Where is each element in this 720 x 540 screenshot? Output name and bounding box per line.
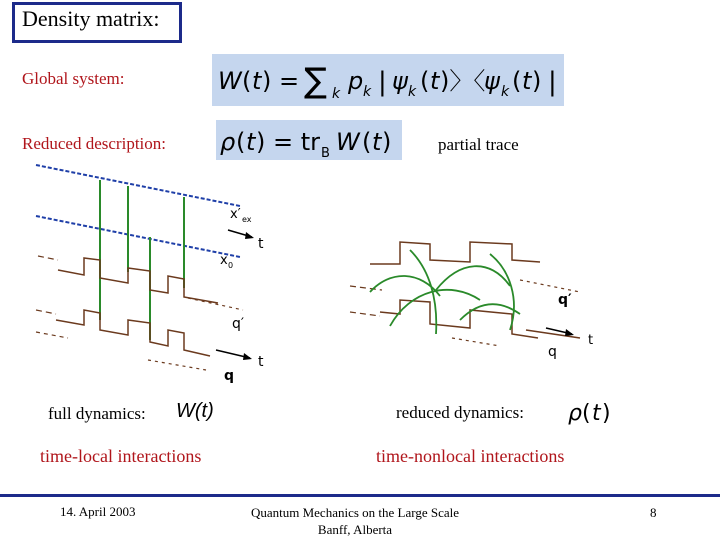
svg-text:t: t <box>372 128 382 156</box>
q-prime-label: q′ <box>558 292 572 308</box>
footer-conference <box>240 504 470 538</box>
influence-arc <box>490 254 514 330</box>
time-arrow-top-head <box>245 232 254 239</box>
system-path-qprime <box>370 242 540 264</box>
system-path-qprime <box>58 258 218 303</box>
q-prime-label: q′ <box>232 316 245 332</box>
svg-text:): ) <box>382 128 392 156</box>
reduced-dynamics-diagram <box>340 230 610 370</box>
system-path-q-dashed <box>350 312 380 316</box>
system-path-qprime-dashed <box>350 286 382 290</box>
svg-text:(: ( <box>582 401 591 426</box>
svg-text:p: p <box>348 67 364 95</box>
footer-conference-line2: Banff, Alberta <box>317 522 393 537</box>
time-arrow-bottom-head <box>243 353 252 360</box>
svg-text:(: ( <box>242 67 252 95</box>
system-path-q-tail <box>452 338 500 346</box>
svg-text:ψ: ψ <box>392 67 408 95</box>
q-label: q <box>224 368 235 384</box>
time-local-label: time-local interactions <box>40 446 202 466</box>
full-dynamics-label: full dynamics: <box>48 404 146 423</box>
svg-text:|: | <box>378 67 387 97</box>
svg-text:(: ( <box>236 128 246 156</box>
svg-text:ψ: ψ <box>484 67 500 95</box>
svg-text:k: k <box>332 86 341 102</box>
system-path-q-dashed <box>36 310 56 314</box>
svg-text:t: t <box>592 401 601 426</box>
svg-text:): ) <box>532 67 542 95</box>
footer-page-number: 8 <box>650 505 657 520</box>
time-nonlocal-label: time-nonlocal interactions <box>376 446 565 466</box>
full-dynamics-symbol: W(t) <box>176 400 214 422</box>
svg-text:W: W <box>218 67 242 95</box>
x-prime-subscript: ex <box>242 215 252 224</box>
x0-label: x <box>220 253 228 268</box>
full-dynamics-diagram <box>28 160 288 390</box>
system-path-lower-dashed <box>36 332 68 338</box>
svg-text:t: t <box>252 67 262 95</box>
reduced-equation-formula <box>216 120 402 160</box>
time-label: t <box>588 333 594 348</box>
influence-arc <box>436 266 510 290</box>
x0-subscript: 0 <box>228 261 234 270</box>
system-path-q <box>56 310 210 356</box>
slide-title: Density matrix: <box>22 6 160 31</box>
svg-text:(: ( <box>362 128 372 156</box>
global-system-label: Global system: <box>22 69 125 88</box>
partial-trace-label: partial trace <box>438 135 519 154</box>
svg-text:): ) <box>602 401 611 426</box>
reduced-dynamics-symbol <box>566 396 626 433</box>
svg-text:k: k <box>363 84 372 100</box>
reduced-equation <box>216 120 402 160</box>
reduced-description-label: Reduced description: <box>22 134 166 153</box>
svg-text:k: k <box>408 84 417 100</box>
svg-text:)〉〈: )〉〈 <box>440 67 486 95</box>
system-path-q-tail <box>148 360 206 370</box>
svg-text:) =: ) = <box>262 67 300 95</box>
svg-text:∑: ∑ <box>304 61 327 101</box>
time-arrow-head <box>565 329 574 336</box>
svg-text:B: B <box>321 146 330 160</box>
svg-text:W: W <box>336 128 360 156</box>
svg-text:ρ: ρ <box>220 128 236 156</box>
system-path-qprime-tail <box>520 280 580 292</box>
time-label-top: t <box>258 236 264 252</box>
global-equation <box>212 54 564 106</box>
footer-date: 14. April 2003 <box>60 504 136 519</box>
svg-text:t: t <box>522 67 532 95</box>
system-path-qprime-tail <box>188 298 243 310</box>
svg-text:t: t <box>430 67 440 95</box>
global-equation-formula <box>212 54 564 106</box>
footer-conference-line1: Quantum Mechanics on the Large Scale <box>250 505 460 520</box>
x-prime-label: x′ <box>230 207 241 222</box>
time-label-bottom: t <box>258 354 264 370</box>
svg-text:k: k <box>501 84 510 100</box>
svg-text:(: ( <box>512 67 522 95</box>
system-path-qprime-dashed <box>38 256 58 260</box>
svg-text:|: | <box>548 67 557 97</box>
footer-divider <box>0 494 720 497</box>
q-label: q <box>548 344 557 360</box>
environment-line-xprime <box>36 165 240 206</box>
svg-text:t: t <box>246 128 256 156</box>
influence-arc <box>410 250 436 334</box>
environment-line-x0 <box>36 216 240 257</box>
svg-text:) = tr: ) = tr <box>256 128 321 156</box>
svg-text:ρ: ρ <box>568 401 582 426</box>
reduced-dynamics-label: reduced dynamics: <box>396 403 524 422</box>
svg-text:(: ( <box>420 67 430 95</box>
